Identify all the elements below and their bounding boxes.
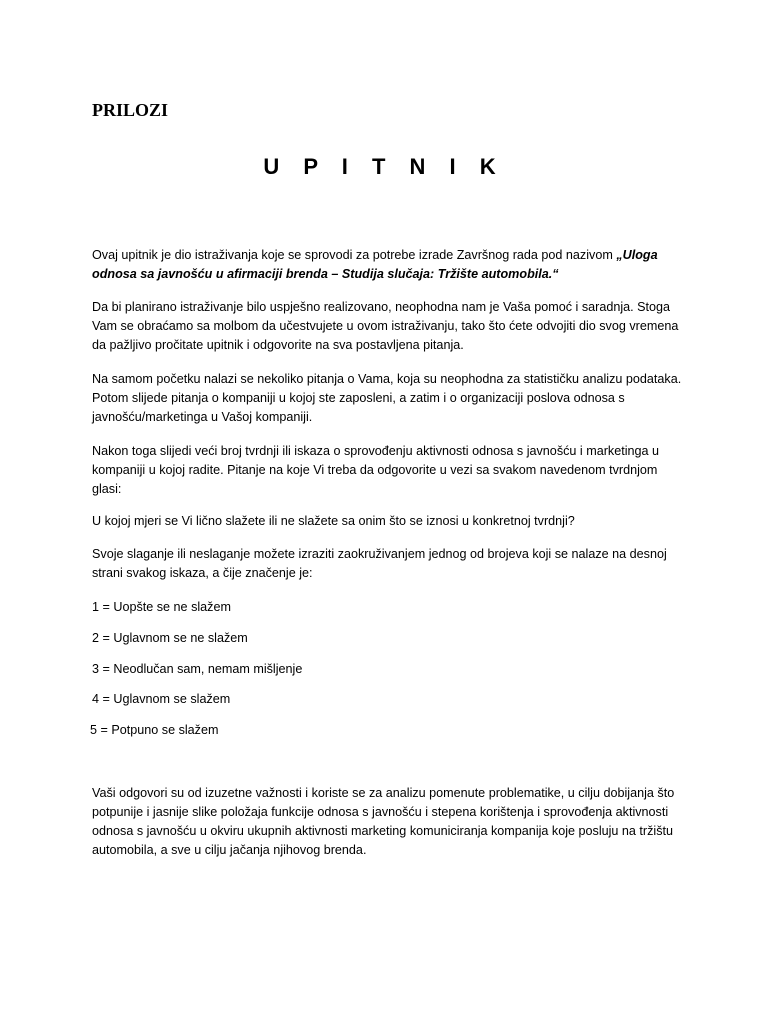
paragraph-structure: Na samom početku nalazi se nekoliko pitanja o Vama, koja su neophodna za statističku analizu podataka. Potom slijede pitanja o kompaniji u kojoj ste zaposleni, a zatim i o organizaciji poslova odnosa s javnošću/marketinga u Vašoj kompaniji. bbox=[92, 372, 682, 424]
page-title: U P I T N I K bbox=[263, 154, 505, 179]
intro-paragraph bbox=[92, 246, 682, 284]
intro-text: Ovaj upitnik je dio istraživanja koje se sprovodi za potrebe izrade Završnog rada pod nazivom bbox=[92, 248, 617, 262]
section-label: PRILOZI bbox=[92, 100, 169, 120]
scale-item-4: 4 = Uglavnom se slažem bbox=[92, 692, 231, 706]
scale-item-1: 1 = Uopšte se ne slažem bbox=[92, 600, 231, 614]
paragraph-instructions: Svoje slaganje ili neslaganje možete izraziti zaokruživanjem jednog od brojeva koji se nalaze na desnoj strani svakog iskaza, a čije značenje je: bbox=[92, 547, 667, 580]
closing-paragraph: Vaši odgovori su od izuzetne važnosti i koriste se za analizu pomenute problematike, u cilju dobijanja što potpunije i jasnije slike položaja funkcije odnosa s javnošću i stepena korištenja i sprovođenja aktivnosti odnosa s javnošću u okviru ukupnih aktivnosti marketing komuniciranja kompanija koje posluju na tržištu automobila, a sve u cilju jačanja njihovog brenda. bbox=[92, 786, 675, 857]
paragraph-statements: Nakon toga slijedi veći broj tvrdnji ili iskaza o sprovođenju aktivnosti odnosa s javnošću i marketinga u kompaniji u kojoj radite. Pitanje na koje Vi treba da odgovorite u vezi sa svakom navedenom tvrdnjom glasi: bbox=[92, 444, 660, 496]
scale-item-2: 2 = Uglavnom se ne slažem bbox=[92, 631, 248, 645]
scale-item-3: 3 = Neodlučan sam, nemam mišljenje bbox=[92, 662, 303, 676]
scale-item-5: 5 = Potpuno se slažem bbox=[90, 723, 219, 737]
paragraph-cooperation: Da bi planirano istraživanje bilo uspješno realizovano, neophodna nam je Vaša pomoć i saradnja. Stoga Vam se obraćamo sa molbom da učestvujete u ovom istraživanju, tako što ćete odvojiti dio svog vremena da pažljivo pročitate upitnik i odgovorite na sva postavljena pitanja. bbox=[92, 300, 679, 352]
question-text: U kojoj mjeri se Vi lično slažete ili ne slažete sa onim što se iznosi u konkretnoj tvrdnji? bbox=[92, 514, 575, 528]
thesis-title: „Uloga odnosa sa javnošću u afirmaciji brenda – Studija slučaja: Tržište automobila.“ bbox=[92, 248, 658, 281]
